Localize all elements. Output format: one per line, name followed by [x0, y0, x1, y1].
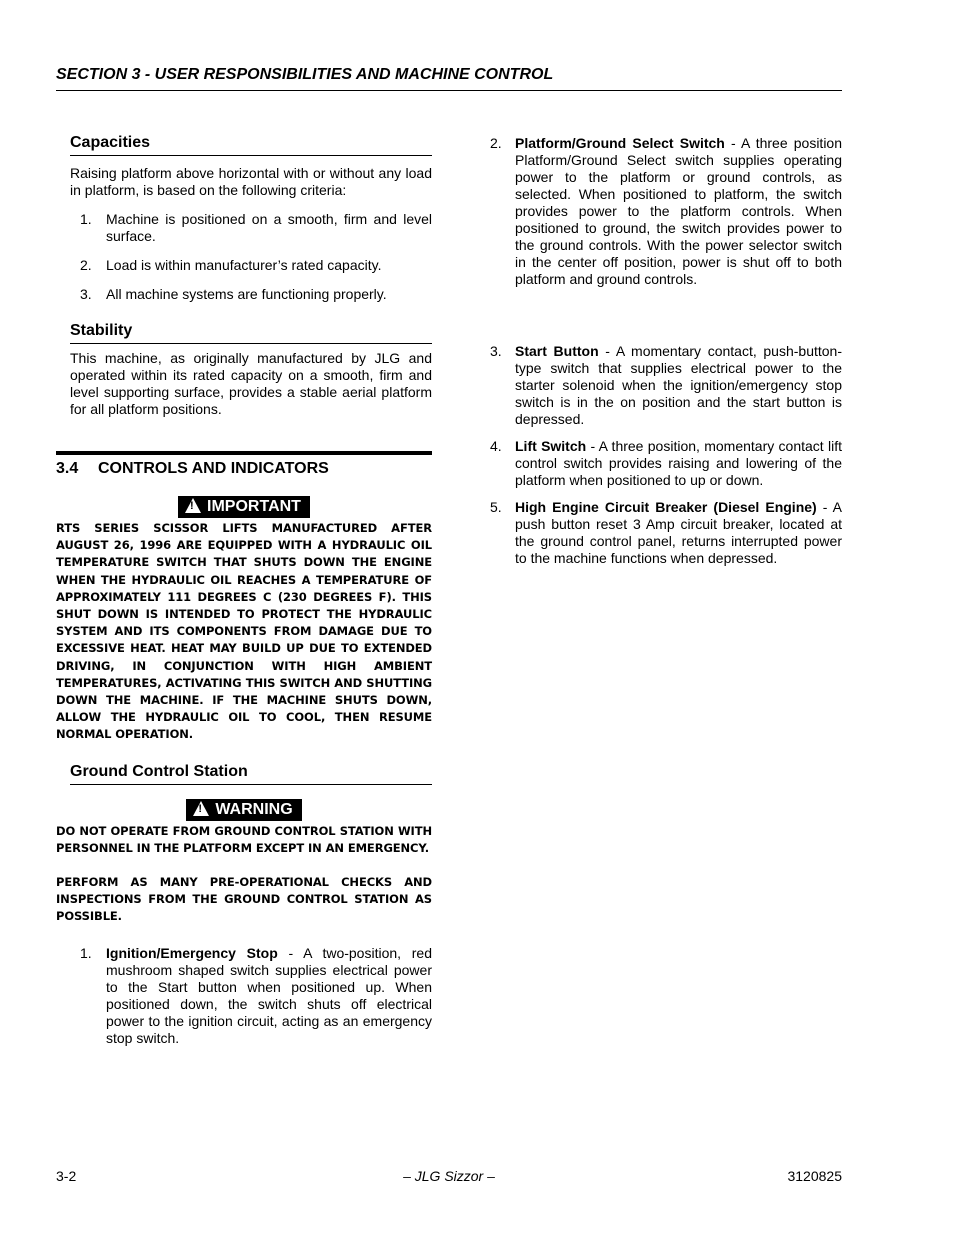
important-badge-wrap	[56, 496, 432, 518]
section-heading	[56, 451, 432, 480]
footer-center: – JLG Sizzor –	[403, 1168, 495, 1184]
item-number: 1.	[80, 211, 92, 227]
item-title: Platform/Ground Select Switch	[515, 135, 725, 151]
warning-text-1: DO NOT OPERATE FROM GROUND CONTROL STATION WITH PERSONNEL IN THE PLATFORM EXCEPT IN AN EMERGENCY.	[56, 823, 432, 855]
item-number: 4.	[490, 438, 502, 454]
item-number: 3.	[80, 286, 92, 302]
list-item	[80, 211, 432, 245]
list-item	[490, 499, 842, 567]
ground-control-list-right	[490, 135, 842, 567]
capacities-intro: Raising platform above horizontal with or without any load in platform, is based on the following criteria:	[70, 165, 432, 198]
important-text: RTS SERIES SCISSOR LIFTS MANUFACTURED AFTER AUGUST 26, 1996 ARE EQUIPPED WITH A HYDRAULIC OIL TEMPERATURE SWITCH THAT SHUTS DOWN THE ENGINE WHEN THE HYDRAULIC OIL REACHES A TEMPERATURE OF APPROXIMATELY 111 DEGREES C (230 DEGREES F). THIS SHUT DOWN IS INTENDED TO PROTECT THE HYDRAULIC SYSTEM AND ITS COMPONENTS FROM DAMAGE DUE TO EXCESSIVE HEAT. HEAT MAY BUILD UP DUE TO EXTENDED DRIVING, IN CONJUNCTION WITH HIGH AMBIENT TEMPERATURES, ACTIVATING THIS SWITCH AND SHUTTING DOWN THE MACHINE. IF THE MACHINE SHUTS DOWN, ALLOW THE HYDRAULIC OIL TO COOL, THEN RESUME NORMAL OPERATION.	[56, 521, 432, 742]
item-number: 5.	[490, 499, 502, 515]
item-title: Start Button	[515, 343, 599, 359]
item-number: 3.	[490, 343, 502, 359]
list-item	[80, 945, 432, 1047]
section-heading-title: CONTROLS AND INDICATORS	[98, 460, 329, 477]
item-text: - A momentary contact, push-button-type switch that supplies electrical power to the starter solenoid when the ignition/emergency stop switch is in the on position and the start button is depressed.	[515, 343, 842, 427]
capacities-list	[56, 211, 432, 303]
warning-label: WARNING	[215, 800, 293, 818]
item-title: High Engine Circuit Breaker (Diesel Engine)	[515, 499, 817, 515]
warning-triangle-icon: !	[185, 498, 201, 513]
item-title: Ignition/Emergency Stop	[106, 944, 278, 961]
item-text: - A three position, momentary contact lift control switch provides raising and lowering of the platform when positioned to up or down.	[515, 438, 842, 488]
list-item	[490, 438, 842, 489]
item-text: Machine is positioned on a smooth, firm and level surface.	[106, 211, 432, 244]
stability-text: This machine, as originally manufactured by JLG and operated within its rated capacity on a smooth, firm and level supporting surface, provides a stable aerial platform for all platform positions.	[70, 350, 432, 417]
left-column	[56, 132, 432, 1047]
important-badge	[178, 496, 310, 518]
item-number: 2.	[490, 135, 502, 151]
stability-heading: Stability	[70, 320, 432, 344]
page-header	[56, 64, 842, 91]
item-text: Load is within manufacturer’s rated capacity.	[106, 257, 382, 273]
warning-text-2: PERFORM AS MANY PRE-OPERATIONAL CHECKS AND INSPECTIONS FROM THE GROUND CONTROL STATION AS POSSIBLE.	[56, 875, 432, 924]
capacities-heading: Capacities	[70, 132, 432, 156]
item-number: 2.	[80, 257, 92, 273]
important-label: IMPORTANT	[207, 498, 301, 515]
list-item	[490, 343, 842, 428]
list-item	[80, 286, 432, 303]
item-text: - A push button reset 3 Amp circuit breaker, located at the ground control panel, returns interrupted power to the machine functions when depressed.	[515, 499, 843, 566]
list-item	[80, 257, 432, 274]
page-footer	[56, 1168, 842, 1188]
document-number: 3120825	[787, 1168, 842, 1184]
warning-badge	[186, 799, 301, 821]
warning-triangle-icon: !	[193, 801, 209, 816]
warning-badge-wrap	[56, 799, 432, 821]
item-text: - A three position Platform/Ground Select switch supplies operating power to the platform or ground controls, as selected. When positioned to platform, the switch provides power to the platform controls. When positioned to ground, the switch provides power to the ground controls. With the power selector switch in the center off position, power is shut off to both platform and ground controls.	[515, 135, 842, 287]
right-column	[490, 132, 842, 567]
page-number: 3-2	[56, 1168, 77, 1184]
item-text: All machine systems are functioning properly.	[106, 286, 387, 302]
section-title: SECTION 3 - USER RESPONSIBILITIES AND MACHINE CONTROL	[56, 66, 554, 83]
item-number: 1.	[80, 944, 92, 961]
item-title: Lift Switch	[515, 438, 587, 454]
list-item	[490, 135, 842, 288]
ground-control-heading: Ground Control Station	[70, 761, 432, 785]
section-number: 3.4	[56, 460, 79, 477]
ground-control-list-left	[56, 945, 432, 1047]
item-text: - A two-position, red mushroom shaped switch supplies electrical power to the Start button when positioned up. When positioned down, the switch shuts off electrical power to the ignition circuit, acting as an emergency stop switch.	[106, 944, 433, 1046]
